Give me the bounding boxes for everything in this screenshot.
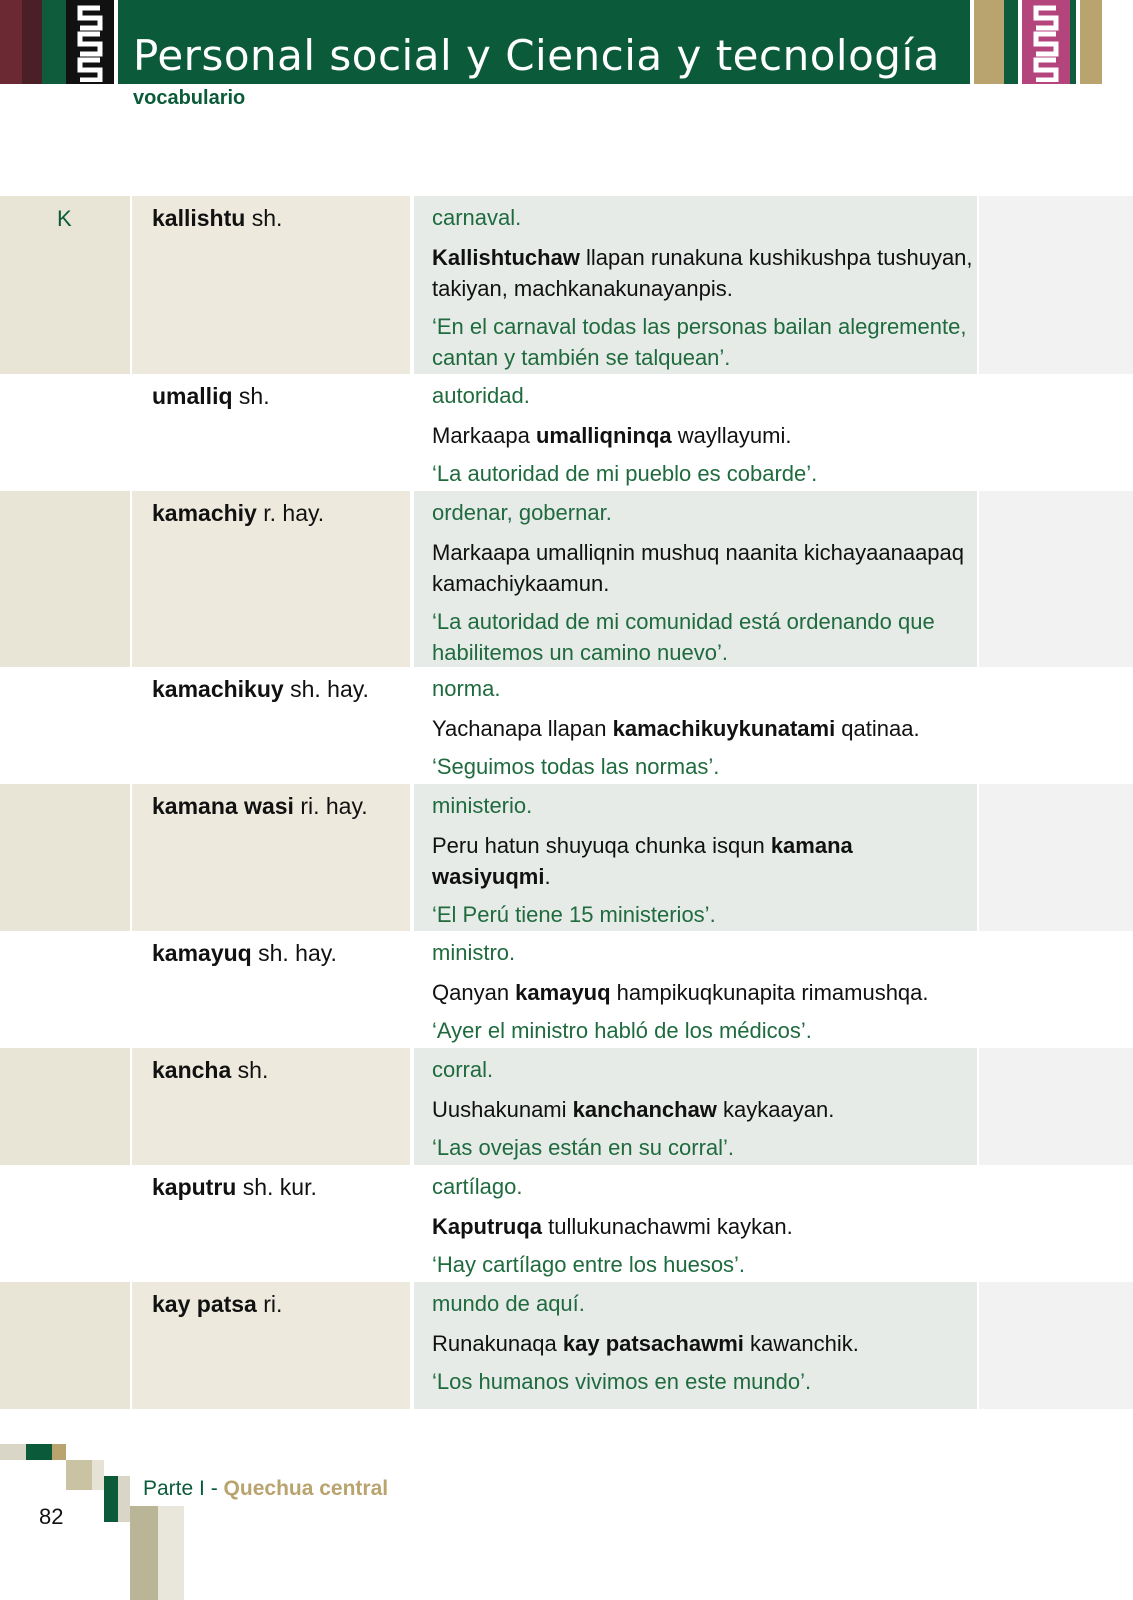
term: [152, 1174, 410, 1200]
headword: kamayuq: [152, 940, 252, 966]
vocabulary-entry: [0, 196, 1133, 374]
translation: ‘Las ovejas están en su corral’.: [432, 1135, 735, 1160]
example-sentence: [432, 537, 977, 599]
headword: kancha: [152, 1057, 232, 1083]
margin-cell: [979, 931, 1133, 1048]
term: [152, 676, 410, 702]
example-text: llapan runakuna kushikushpa tushuyan, takiyan, machkanakunayanpis.: [432, 245, 973, 301]
translation: ‘En el carnaval todas las personas bailan alegremente, cantan y también se talquean’.: [432, 314, 967, 370]
headword: umalliq: [152, 383, 233, 409]
grammar-tag: sh. kur.: [242, 1174, 317, 1200]
example-text: Runakunaqa: [432, 1331, 563, 1356]
term-cell: [132, 1165, 410, 1282]
footer-part-label: [143, 1477, 388, 1501]
grammar-tag: sh.: [251, 205, 283, 231]
example-sentence: [432, 977, 977, 1008]
gloss: autoridad.: [432, 383, 530, 408]
translation: ‘El Perú tiene 15 ministerios’.: [432, 902, 716, 927]
example-sentence: [432, 1328, 977, 1359]
example-keyword: kamachikuykunatami: [612, 716, 836, 741]
definition-cell: [414, 1282, 977, 1409]
term-cell: [132, 196, 410, 374]
vocabulary-entry: [0, 491, 1133, 667]
example-text: hampikuqkunapita rimamushqa.: [610, 980, 929, 1005]
header-stripe-tan: [974, 0, 1004, 84]
footer-block: [66, 1460, 92, 1490]
example-text: kaykaayan.: [716, 1097, 835, 1122]
example-keyword: kamana wasiyuqmi: [432, 833, 853, 889]
footer-block: [158, 1506, 184, 1600]
term-cell: [132, 1048, 410, 1165]
header-stripe-green-thin: [1070, 0, 1076, 84]
letter-cell: [0, 374, 130, 491]
term: [152, 383, 410, 409]
footer-block: [0, 1444, 26, 1460]
grammar-tag: ri. hay.: [300, 793, 368, 819]
letter-cell: [0, 1048, 130, 1165]
definition-cell: [414, 374, 977, 491]
header-band: [0, 0, 1133, 84]
footer-block: [92, 1460, 104, 1490]
gloss: mundo de aquí.: [432, 1291, 585, 1316]
term-cell: [132, 784, 410, 931]
footer-block: [130, 1506, 158, 1600]
margin-cell: [979, 196, 1133, 374]
footer-block: [52, 1444, 66, 1460]
gloss: carnaval.: [432, 205, 522, 230]
translation: ‘La autoridad de mi pueblo es cobarde’.: [432, 461, 818, 486]
definition-cell: [414, 1048, 977, 1165]
term-cell: [132, 931, 410, 1048]
term-cell: [132, 491, 410, 667]
translation: ‘Los humanos vivimos en este mundo’.: [432, 1369, 812, 1394]
example-sentence: [432, 242, 977, 304]
footer-block: [104, 1476, 118, 1522]
footer-language: Quechua central: [223, 1477, 389, 1500]
grammar-tag: r. hay.: [263, 500, 325, 526]
example-text: tullukunachawmi kaykan.: [542, 1214, 793, 1239]
translation: ‘Seguimos todas las normas’.: [432, 754, 720, 779]
headword: kaputru: [152, 1174, 237, 1200]
term: [152, 1291, 410, 1317]
section-label: vocabulario: [133, 87, 246, 109]
letter-cell: [0, 1165, 130, 1282]
headword: kamachiy: [152, 500, 257, 526]
example-text: kawanchik.: [743, 1331, 859, 1356]
footer-part: Parte I: [143, 1477, 205, 1500]
margin-cell: [979, 667, 1133, 784]
definition-cell: [414, 784, 977, 931]
term: [152, 205, 410, 231]
example-text: Peru hatun shuyuqa chunka isqun: [432, 833, 771, 858]
headword: kamana wasi: [152, 793, 294, 819]
translation: ‘La autoridad de mi comunidad está ordenando que habilitemos un camino nuevo’.: [432, 609, 935, 665]
letter-cell: [0, 931, 130, 1048]
header-stripe-maroon: [0, 0, 22, 84]
gloss: ordenar, gobernar.: [432, 500, 612, 525]
term: [152, 1057, 410, 1083]
term-cell: [132, 1282, 410, 1409]
term: [152, 500, 410, 526]
margin-cell: [979, 1165, 1133, 1282]
andean-motif-icon: [1022, 4, 1070, 82]
margin-cell: [979, 491, 1133, 667]
definition-cell: [414, 491, 977, 667]
page-number: 82: [39, 1504, 64, 1529]
example-sentence: [432, 420, 977, 451]
headword: kay patsa: [152, 1291, 257, 1317]
letter-cell: [0, 196, 130, 374]
term: [152, 793, 410, 819]
margin-cell: [979, 374, 1133, 491]
example-text: Markaapa: [432, 423, 536, 448]
example-text: wayllayumi.: [671, 423, 792, 448]
margin-cell: [979, 784, 1133, 931]
grammar-tag: sh. hay.: [290, 676, 369, 702]
translation: ‘Ayer el ministro habló de los médicos’.: [432, 1018, 812, 1043]
grammar-tag: sh.: [238, 383, 270, 409]
vocabulary-entry: [0, 374, 1133, 491]
gloss: cartílago.: [432, 1174, 523, 1199]
vocabulary-entry: [0, 1282, 1133, 1409]
definition-cell: [414, 667, 977, 784]
letter-cell: [0, 667, 130, 784]
example-text: .: [544, 864, 551, 889]
example-keyword: kamayuq: [515, 980, 611, 1005]
example-text: Markaapa umalliqnin mushuq naanita kichayaanaapaq kamachiykaamun.: [432, 540, 965, 596]
example-text: Uushakunami: [432, 1097, 573, 1122]
footer-block: [118, 1476, 130, 1522]
margin-cell: [979, 1282, 1133, 1409]
section-letter: K: [57, 206, 72, 231]
term: [152, 940, 410, 966]
header-stripe-green: [42, 0, 66, 84]
example-text: qatinaa.: [835, 716, 920, 741]
letter-cell: [0, 784, 130, 931]
term-cell: [132, 374, 410, 491]
example-keyword: Kallishtuchaw: [432, 245, 580, 270]
gloss: ministerio.: [432, 793, 533, 818]
vocabulary-entry: [0, 784, 1133, 931]
grammar-tag: sh.: [237, 1057, 269, 1083]
example-keyword: umalliqninqa: [535, 423, 672, 448]
definition-cell: [414, 931, 977, 1048]
vocabulary-table: [0, 196, 1133, 1409]
vocabulary-entry: [0, 931, 1133, 1048]
header-stripe-green-right: [1004, 0, 1018, 84]
margin-cell: [979, 1048, 1133, 1165]
gloss: corral.: [432, 1057, 494, 1082]
example-keyword: Kaputruqa: [432, 1214, 542, 1239]
definition-cell: [414, 196, 977, 374]
grammar-tag: ri.: [263, 1291, 283, 1317]
example-sentence: [432, 1094, 977, 1125]
example-keyword: kay patsachawmi: [562, 1331, 744, 1356]
header-stripe-dark-maroon: [22, 0, 42, 84]
example-text: Yachanapa llapan: [432, 716, 613, 741]
term-cell: [132, 667, 410, 784]
example-sentence: [432, 830, 977, 892]
page-title: Personal social y Ciencia y tecnología: [133, 31, 940, 80]
example-text: Qanyan: [432, 980, 516, 1005]
example-sentence: [432, 713, 977, 744]
headword: kamachikuy: [152, 676, 284, 702]
gloss: norma.: [432, 676, 501, 701]
letter-cell: [0, 491, 130, 667]
grammar-tag: sh. hay.: [258, 940, 337, 966]
definition-cell: [414, 1165, 977, 1282]
vocabulary-entry: [0, 1048, 1133, 1165]
footer-block: [26, 1444, 52, 1460]
vocabulary-entry: [0, 1165, 1133, 1282]
gloss: ministro.: [432, 940, 516, 965]
headword: kallishtu: [152, 205, 246, 231]
header-stripe-tan-right: [1080, 0, 1102, 84]
letter-cell: [0, 1282, 130, 1409]
vocabulary-entry: [0, 667, 1133, 784]
andean-motif-icon: [66, 4, 114, 82]
example-keyword: kanchanchaw: [572, 1097, 717, 1122]
example-sentence: [432, 1211, 977, 1242]
footer-separator: -: [204, 1477, 224, 1500]
translation: ‘Hay cartílago entre los huesos’.: [432, 1252, 746, 1277]
